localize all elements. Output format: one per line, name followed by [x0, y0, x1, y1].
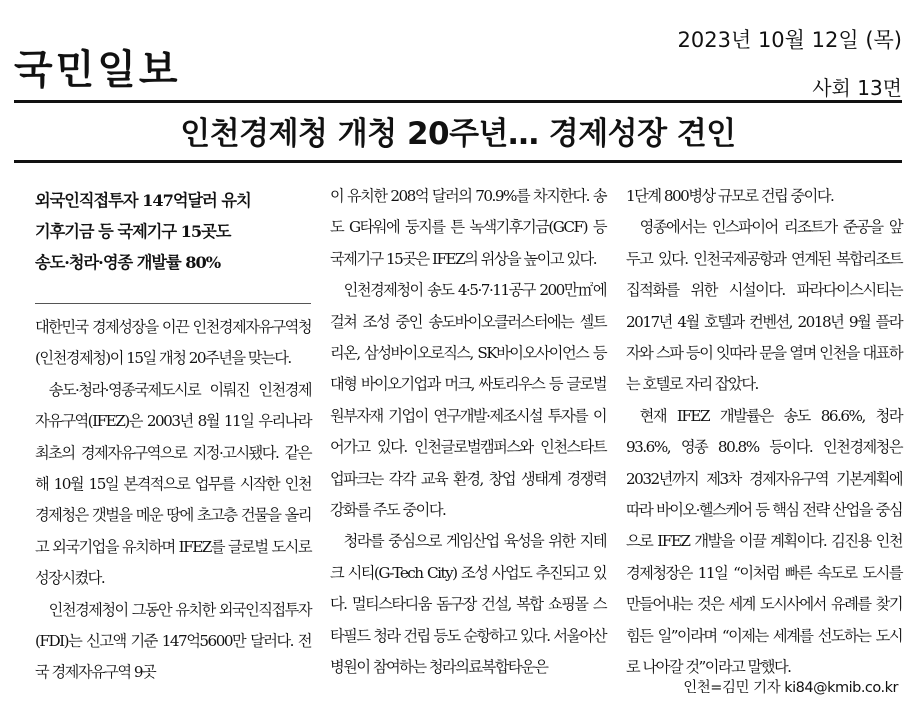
body-paragraph: 영종에서는 인스파이어 리조트가 준공을 앞두고 있다. 인천국제공항과 연계된 복합리조트 집적화를 위한 시설이다. 파라다이스시티는 2017년 4월 호텔과 컨벤션, 2018년 9월 플라자와 스파 등이 잇따라 문을 열며 인천을 대표하는 호텔로 자리 잡았다.	[626, 218, 902, 394]
headline-top-rule	[14, 100, 902, 103]
reporter-byline: 인천=김민 기자 ki84@kmib.co.kr	[683, 680, 898, 696]
article-headline: 인천경제청 개청 20주년… 경제성장 견인	[180, 116, 736, 152]
section-page-label: 사회 13면	[812, 76, 902, 100]
subheading-line: 기후기금 등 국제기구 15곳도	[35, 222, 231, 241]
body-paragraph: 인천경제청이 송도 4·5·7·11공구 200만㎡에 걸쳐 조성 중인 송도바이오클러스터에는 셀트리온, 삼성바이오로직스, SK바이오사이언스 등 대형 바이오기업과 머크, 싸토리우스 등 글로벌 원부자재 기업이 연구개발·제조시설 투자를 이어가고 있다. 인천글로벌캠퍼스와 인천스타트업파크는 각각 교육 환경, 창업 생태계 경쟁력 강화를 주도 중이다.	[330, 281, 606, 520]
body-paragraph: 청라를 중심으로 게임산업 육성을 위한 지테크 시티(G-Tech City) 조성 사업도 추진되고 있다. 멀티스타디움 돔구장 건설, 복합 쇼핑몰 스타필드 청라 건립 등도 순항하고 있다. 서울아산병원이 참여하는 청라의료복합타운은	[330, 532, 606, 677]
subheading-line: 송도·청라·영종 개발률 80%	[35, 253, 221, 272]
body-paragraph: 송도·청라·영종국제도시로 이뤄진 인천경제자유구역(IFEZ)은 2003년 8월 11일 우리나라 최초의 경제자유구역으로 지정·고시됐다. 같은 해 10월 15일 본격적으로 업무를 시작한 인천경제청은 갯벌을 메운 땅에 초고층 건물을 올리고 외국기업을 유치하며 IFEZ를 글로벌 도시로 성장시켰다.	[35, 380, 311, 588]
body-paragraph: 이 유치한 208억 달러의 70.9%를 차지한다. 송도 G타워에 둥지를 튼 녹색기후기금(GCF) 등 국제기구 15곳은 IFEZ의 위상을 높이고 있다.	[330, 187, 606, 268]
article-column-1	[35, 185, 311, 689]
subheading-divider	[35, 303, 311, 304]
newspaper-masthead: 국민일보	[14, 47, 181, 93]
publication-date: 2023년 10월 12일 (목)	[677, 28, 902, 52]
article-subheadings	[35, 185, 311, 278]
body-paragraph: 현재 IFEZ 개발률은 송도 86.6%, 청라 93.6%, 영종 80.8% 등이다. 인천경제청은 2032년까지 제3차 경제자유구역 기본계획에 따라 바이오·헬스케어 등 핵심 전략 산업을 중심으로 IFEZ 개발을 이끌 계획이다. 김진용 인천경제청장은 11일 “이처럼 빠른 속도로 도시를 만들어내는 것은 세계 도시사에서 유례를 찾기 힘든 일”이라며 “이제는 세계를 선도하는 도시로 나아갈 것”이라고 말했다.	[626, 406, 902, 677]
article-column-3	[626, 181, 902, 684]
article-column-2	[330, 181, 606, 684]
body-paragraph: 대한민국 경제성장을 이끈 인천경제자유구역청(인천경제청)이 15일 개청 20주년을 맞는다.	[35, 318, 311, 368]
body-paragraph: 1단계 800병상 규모로 건립 중이다.	[626, 187, 834, 205]
subheading-line: 외국인직접투자 147억달러 유치	[35, 191, 251, 210]
body-paragraph: 인천경제청이 그동안 유치한 외국인직접투자(FDI)는 신고액 기준 147억5600만 달러다. 전국 경제자유구역 9곳	[35, 600, 311, 682]
headline-bottom-rule	[14, 160, 902, 163]
